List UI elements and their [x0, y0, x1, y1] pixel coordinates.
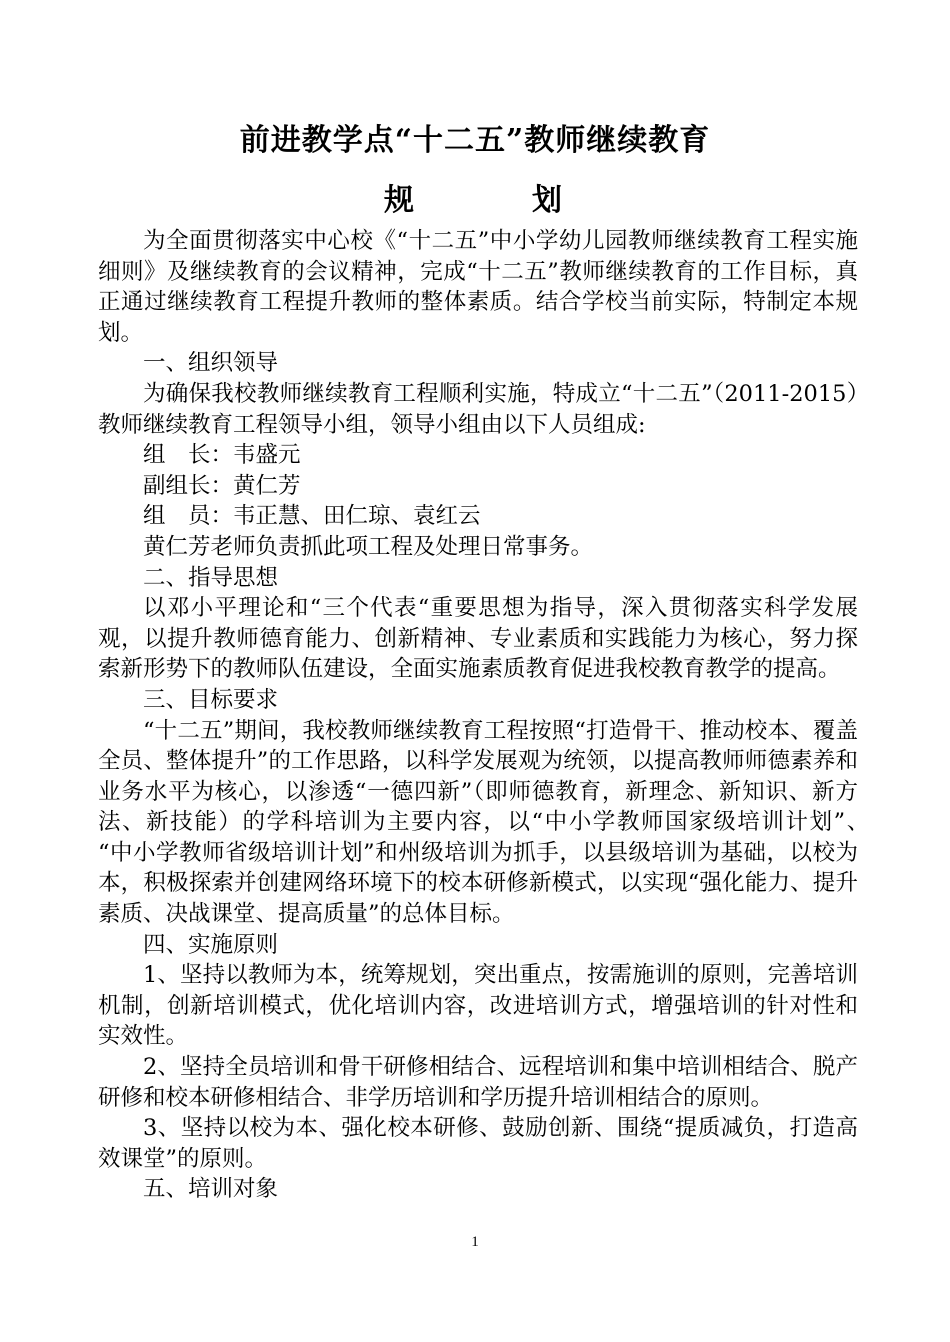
paragraph-goals: “十二五”期间，我校教师继续教育工程按照“打造骨干、推动校本、覆盖全员、整体提升”的工作思路，以科学发展观为统领，以提高教师师德素养和业务水平为核心，以渗透“一德四新”（即师德教育，新理念、新知识、新方法、新技能）的学科培训为主要内容，以“中小学教师国家级培训计划”、 “中小学教师省级培训计划”和州级培训为抓手，以县级培训为基础，以校为本，积极探索并创建网络环境下的校本研修新模式，以实现“强化能力、提升素质、决战课堂、提高质量”的总体目标。	[98, 717, 881, 928]
paragraph-responsible: 黄仁芳老师负责抓此项工程及处理日常事务。	[143, 533, 594, 560]
principle-3: 3、坚持以校为本、强化校本研修、鼓励创新、围绕“提质减负，打造高效课堂”的原则。	[98, 1115, 858, 1172]
document-body	[98, 226, 881, 1205]
member-members: 组 员：韦正慧、田仁琼、袁红云	[143, 503, 481, 530]
section-heading-2: 二、指导思想	[143, 564, 279, 591]
member-deputy: 副组长：黄仁芳	[143, 472, 301, 499]
document-title: 前进教学点“十二五”教师继续教育	[239, 123, 711, 158]
document-subtitle-char-1: 规	[384, 183, 414, 218]
paragraph-intro: 为全面贯彻落实中心校《“十二五”中小学幼儿园教师继续教育工程实施细则》及继续教育的会议精神，完成“十二五”教师继续教育的工作目标，真正通过继续教育工程提升教师的整体素质。结合学校当前实际，特制定本规划。	[98, 228, 858, 346]
paragraph-leadership: 为确保我校教师继续教育工程顺利实施，特成立“十二五”（2011-2015）教师继续教育工程领导小组，领导小组由以下人员组成:	[98, 380, 858, 438]
principle-2: 2、坚持全员培训和骨干研修相结合、远程培训和集中培训相结合、脱产研修和校本研修相结合、非学历培训和学历提升培训相结合的原则。	[98, 1054, 858, 1111]
section-heading-5: 五、培训对象	[143, 1176, 279, 1203]
section-heading-4: 四、实施原则	[143, 931, 279, 958]
member-leader: 组 长：韦盛元	[143, 442, 301, 469]
principle-1: 1、坚持以教师为本，统筹规划，突出重点，按需施训的原则，完善培训机制，创新培训模式，优化培训内容，改进培训方式，增强培训的针对性和实效性。	[98, 962, 858, 1050]
paragraph-guiding: 以邓小平理论和“三个代表“重要思想为指导，深入贯彻落实科学发展观，以提升教师德育能力、创新精神、专业素质和实践能力为核心，努力探索新形势下的教师队伍建设，全面实施素质教育促进我校教育教学的提高。	[98, 595, 858, 683]
document-subtitle-char-2: 划	[532, 183, 562, 218]
page-number: 1	[471, 1234, 479, 1250]
section-heading-1: 一、组织领导	[143, 350, 279, 377]
section-heading-3: 三、目标要求	[143, 686, 279, 713]
